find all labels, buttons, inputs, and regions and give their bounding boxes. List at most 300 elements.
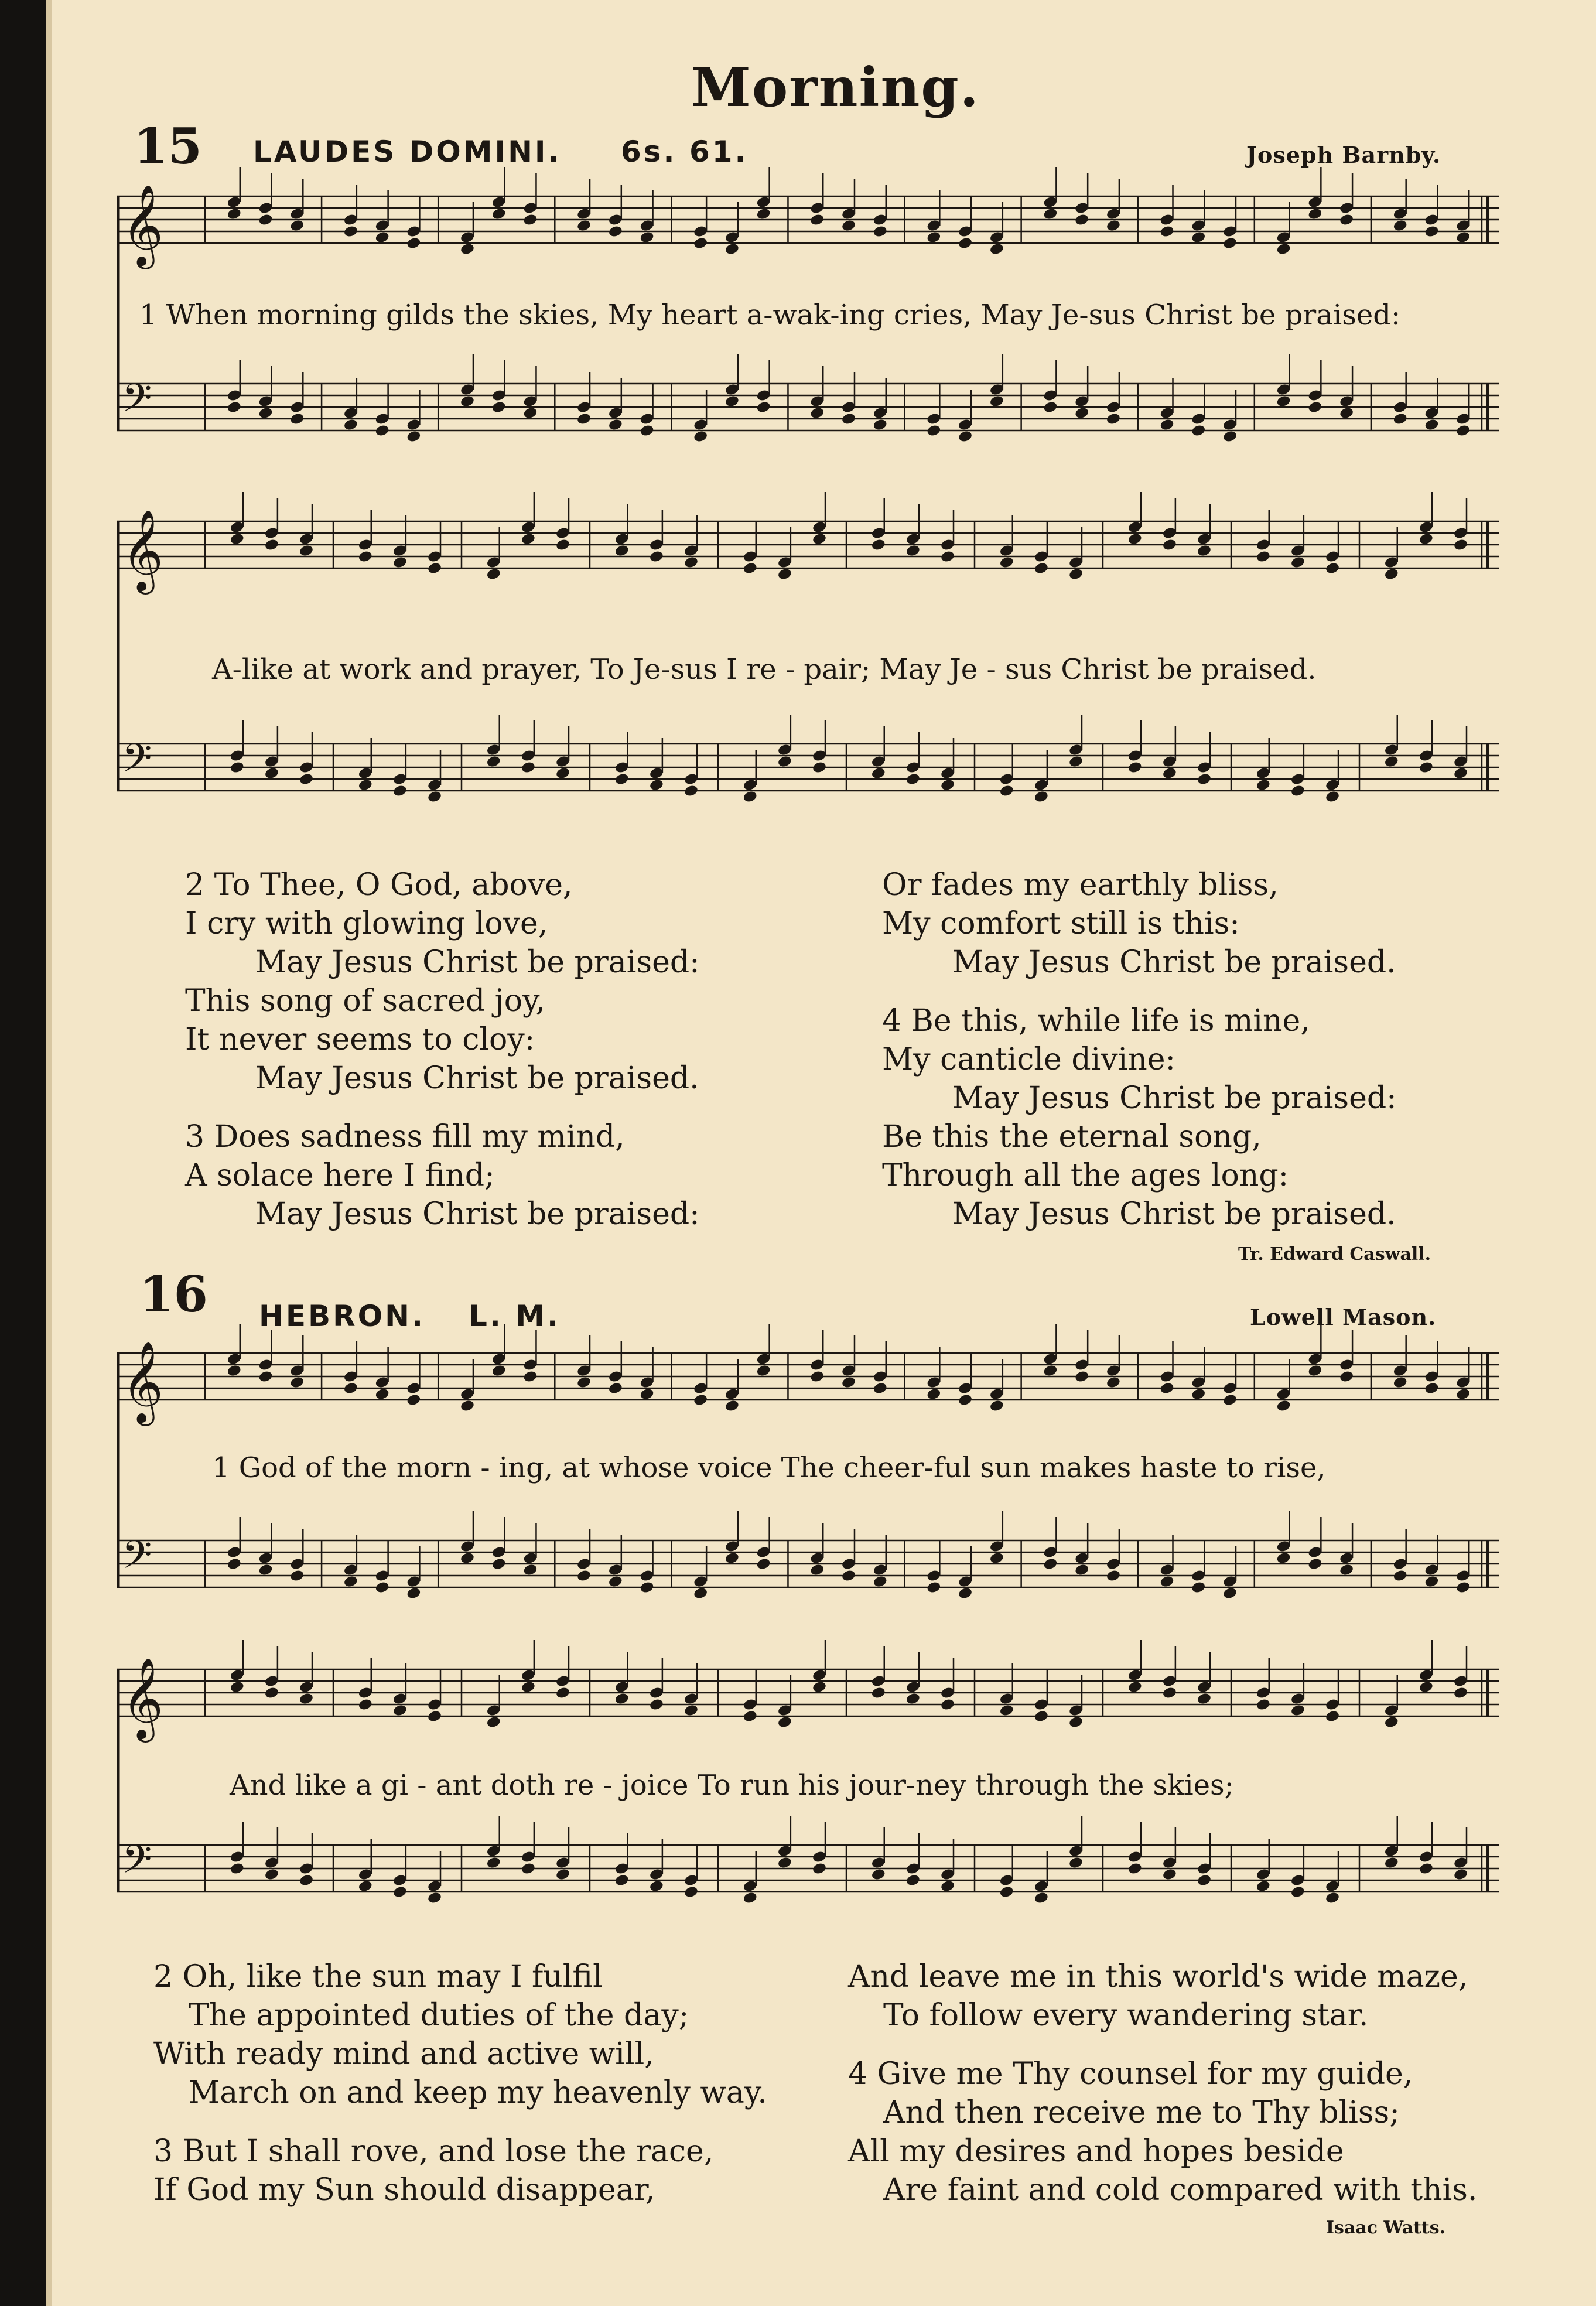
note-head (1162, 1686, 1177, 1700)
note-head (1424, 418, 1439, 432)
note-head (576, 1376, 592, 1389)
tune-meter: L. M. (469, 1299, 561, 1333)
note-head (343, 225, 358, 238)
verse-block-left (185, 866, 700, 1234)
note-head (926, 424, 941, 438)
verse-line: It never seems to cloy: (185, 1022, 535, 1057)
verse-line: 2 To Thee, O God, above, (185, 867, 573, 903)
tune-name: HEBRON. (259, 1299, 425, 1333)
tune-name: LAUDES DOMINI. (253, 135, 562, 169)
note-head (343, 418, 358, 432)
composer: Lowell Mason. (1250, 1304, 1437, 1330)
verse-line: 3 But I shall rove, and lose the race, (153, 2134, 714, 2169)
note-head (1384, 568, 1399, 581)
note-head (989, 395, 1004, 408)
verse-line: May Jesus Christ be praised: (255, 945, 700, 980)
note-head (683, 1885, 699, 1899)
note-head (683, 1704, 699, 1717)
note-head (989, 1399, 1004, 1413)
note-head (1453, 1686, 1468, 1700)
note-head (555, 1686, 570, 1700)
note-head (230, 1680, 245, 1694)
page-edge (46, 0, 52, 2306)
verse-line: And then receive me to Thy bliss; (883, 2095, 1400, 2130)
note-head (227, 1557, 242, 1571)
note-head (693, 1587, 708, 1600)
note-head (1256, 1880, 1271, 1893)
note-head (1393, 412, 1408, 426)
note-head (1307, 207, 1322, 221)
note-head (841, 412, 856, 426)
note-head (343, 1575, 358, 1588)
note-head (521, 1862, 536, 1875)
verse-line: To follow every wandering star. (883, 1998, 1369, 2033)
verse-line: The appointed duties of the day; (189, 1998, 689, 2033)
note-head (289, 412, 305, 426)
note-head (841, 1376, 856, 1389)
note-head (724, 395, 740, 408)
note-head (1043, 1364, 1058, 1378)
note-head (1191, 1388, 1206, 1401)
verse-line: May Jesus Christ be praised. (255, 1061, 699, 1096)
note-head (724, 242, 740, 256)
hymn-number: 15 (134, 117, 202, 175)
note-head (1191, 1581, 1206, 1594)
note-head (1424, 1382, 1439, 1395)
composer: Joseph Barnby. (1246, 142, 1441, 168)
note-head (427, 1710, 442, 1723)
note-head (1197, 1692, 1212, 1706)
note-head (460, 395, 475, 408)
note-head (375, 1581, 390, 1594)
note-head (989, 1552, 1004, 1565)
note-head (264, 1686, 279, 1700)
note-head (1384, 755, 1399, 768)
note-head (258, 1563, 273, 1577)
author-credit: Isaac Watts. (1326, 2218, 1446, 2238)
bass-clef-icon: 𝄢 (122, 1532, 152, 1587)
note-head (289, 1376, 305, 1389)
note-head (1339, 1563, 1354, 1577)
note-head (1290, 1704, 1305, 1717)
note-head (343, 1382, 358, 1395)
verse-line: Through all the ages long: (882, 1158, 1289, 1193)
lyric-line-1: 1 God of the morn - ing, at whose voice The cheer-ful sun makes haste to rise, (212, 1451, 1326, 1484)
note-head (905, 1692, 921, 1706)
note-head (1159, 225, 1174, 238)
note-head (460, 1399, 475, 1413)
note-head (1127, 1680, 1143, 1694)
note-head (1106, 412, 1121, 426)
note-head (940, 1880, 955, 1893)
note-head (375, 231, 390, 244)
note-head (486, 568, 501, 581)
verse-line: 4 Be this, while life is mine, (882, 1003, 1310, 1038)
note-head (999, 556, 1014, 569)
verse-line: May Jesus Christ be praised. (952, 1197, 1396, 1232)
note-head (958, 1587, 973, 1600)
note-head (926, 1581, 941, 1594)
note-head (809, 213, 825, 227)
note-head (1419, 1862, 1434, 1875)
note-head (608, 1575, 623, 1588)
note-head (1419, 761, 1434, 774)
verse-line: I cry with glowing love, (185, 906, 548, 941)
note-head (873, 1382, 888, 1395)
verse-line: All my desires and hopes beside (848, 2134, 1344, 2169)
note-head (1307, 1364, 1322, 1378)
note-head (264, 1868, 279, 1881)
note-head (486, 1856, 501, 1870)
note-head (1222, 237, 1238, 250)
lyric-line-2: And like a gi - ant doth re - joice To run his jour-ney through the skies; (230, 1769, 1234, 1802)
note-head (1424, 1575, 1439, 1588)
note-head (427, 1891, 442, 1905)
note-head (230, 532, 245, 546)
note-head (1043, 401, 1058, 414)
note-head (1106, 219, 1121, 233)
note-head (555, 767, 570, 780)
note-head (1074, 406, 1089, 420)
note-head (999, 784, 1014, 798)
page-title: Morning. (691, 56, 980, 119)
verse-line: 2 Oh, like the sun may I fulfil (153, 1959, 603, 1994)
note-head (358, 1880, 373, 1893)
note-head (1384, 1856, 1399, 1870)
note-head (1197, 544, 1212, 558)
note-head (375, 1388, 390, 1401)
note-head (555, 1868, 570, 1881)
note-head (491, 1557, 507, 1571)
note-head (812, 1680, 827, 1694)
note-head (1159, 1575, 1174, 1588)
note-head (460, 1552, 475, 1565)
note-head (486, 755, 501, 768)
note-head (358, 550, 373, 563)
note-head (940, 778, 955, 792)
verse-line: If God my Sun should disappear, (153, 2172, 655, 2208)
verse-line: May Jesus Christ be praised: (952, 1081, 1397, 1116)
note-head (926, 1388, 941, 1401)
note-head (1068, 568, 1084, 581)
note-head (1339, 406, 1354, 420)
note-head (926, 231, 941, 244)
note-head (614, 1692, 630, 1706)
note-head (841, 1569, 856, 1583)
bass-clef-icon: 𝄢 (122, 736, 152, 790)
verse-line: Are faint and cold compared with this. (883, 2172, 1478, 2208)
note-head (1393, 1376, 1408, 1389)
note-head (1424, 225, 1439, 238)
note-head (1290, 556, 1305, 569)
note-head (392, 784, 408, 798)
note-head (1106, 1569, 1121, 1583)
note-head (756, 1364, 771, 1378)
note-head (1325, 1710, 1340, 1723)
note-head (614, 773, 630, 786)
note-head (227, 1364, 242, 1378)
note-head (1256, 1698, 1271, 1711)
note-head (1455, 1388, 1471, 1401)
note-head (427, 790, 442, 804)
note-head (1191, 231, 1206, 244)
translator-credit: Tr. Edward Caswall. (1238, 1244, 1431, 1265)
verse-line: With ready mind and active will, (153, 2037, 654, 2072)
note-head (905, 773, 921, 786)
note-head (1325, 1891, 1340, 1905)
verse-block-right (848, 1957, 1477, 2209)
note-head (743, 1710, 758, 1723)
note-head (756, 207, 771, 221)
verse-line: March on and keep my heavenly way. (189, 2075, 767, 2110)
note-head (258, 1370, 273, 1383)
note-head (299, 544, 314, 558)
note-head (724, 1552, 740, 1565)
note-head (264, 538, 279, 552)
note-head (1393, 1569, 1408, 1583)
verse-line: May Jesus Christ be praised. (952, 945, 1396, 980)
note-head (522, 406, 538, 420)
note-head (1191, 424, 1206, 438)
note-head (639, 231, 654, 244)
note-head (521, 761, 536, 774)
note-head (683, 784, 699, 798)
note-head (491, 1364, 507, 1378)
bass-clef-icon: 𝄢 (122, 1837, 152, 1891)
verse-line: This song of sacred joy, (185, 983, 546, 1019)
note-head (1127, 761, 1143, 774)
note-head (608, 225, 623, 238)
note-head (812, 1862, 827, 1875)
note-head (227, 207, 242, 221)
note-head (958, 430, 973, 443)
note-head (491, 401, 507, 414)
note-head (809, 1370, 825, 1383)
note-head (639, 424, 654, 438)
note-head (375, 424, 390, 438)
note-head (809, 1563, 825, 1577)
note-head (1197, 1874, 1212, 1887)
note-head (989, 242, 1004, 256)
note-head (1276, 1399, 1291, 1413)
note-head (406, 237, 421, 250)
note-head (1034, 562, 1049, 575)
note-head (522, 1563, 538, 1577)
note-head (486, 1716, 501, 1729)
note-head (299, 773, 314, 786)
note-head (871, 1686, 886, 1700)
treble-clef-icon: 𝄞 (122, 185, 163, 266)
note-head (756, 1557, 771, 1571)
note-head (756, 401, 771, 414)
note-head (576, 219, 592, 233)
note-head (1276, 1552, 1291, 1565)
verse-line: 3 Does sadness fill my mind, (185, 1119, 625, 1154)
note-head (1419, 1680, 1434, 1694)
note-head (743, 1891, 758, 1905)
note-head (693, 430, 708, 443)
note-head (1393, 219, 1408, 233)
note-head (427, 562, 442, 575)
note-head (1290, 784, 1305, 798)
note-head (1159, 1382, 1174, 1395)
note-head (1455, 1581, 1471, 1594)
lyric-line-2: A-like at work and prayer, To Je-sus I re - pair; May Je - sus Christ be praised. (212, 653, 1317, 686)
note-head (258, 213, 273, 227)
note-head (1222, 1587, 1238, 1600)
note-head (1307, 1557, 1322, 1571)
note-head (1276, 395, 1291, 408)
note-head (777, 755, 792, 768)
note-head (809, 406, 825, 420)
note-head (1159, 418, 1174, 432)
note-head (521, 1680, 536, 1694)
note-head (576, 412, 592, 426)
note-head (743, 562, 758, 575)
note-head (1276, 242, 1291, 256)
verse-line: My canticle divine: (882, 1042, 1176, 1077)
verse-line: May Jesus Christ be praised: (255, 1197, 700, 1232)
note-head (871, 767, 886, 780)
note-head (1453, 1868, 1468, 1881)
note-head (1106, 1376, 1121, 1389)
note-head (1256, 550, 1271, 563)
note-head (1162, 767, 1177, 780)
note-head (406, 1587, 421, 1600)
note-head (724, 1399, 740, 1413)
hymn-number: 16 (139, 1265, 208, 1323)
note-head (639, 1581, 654, 1594)
note-head (1256, 778, 1271, 792)
note-head (958, 237, 973, 250)
note-head (683, 556, 699, 569)
note-head (1074, 213, 1089, 227)
verse-line: 4 Give me Thy counsel for my guide, (848, 2056, 1413, 2092)
note-head (743, 790, 758, 804)
note-head (1453, 767, 1468, 780)
note-head (812, 532, 827, 546)
note-head (521, 532, 536, 546)
note-head (905, 1874, 921, 1887)
note-head (873, 418, 888, 432)
note-head (406, 430, 421, 443)
note-head (1068, 1716, 1084, 1729)
note-head (693, 1393, 708, 1407)
note-head (392, 1704, 408, 1717)
note-head (1043, 1557, 1058, 1571)
note-head (1455, 424, 1471, 438)
note-head (358, 1698, 373, 1711)
note-head (608, 418, 623, 432)
note-head (576, 1569, 592, 1583)
note-head (1325, 562, 1340, 575)
treble-clef-icon: 𝄞 (122, 1658, 163, 1739)
note-head (1034, 1710, 1049, 1723)
note-head (958, 1393, 973, 1407)
note-head (230, 1862, 245, 1875)
note-head (873, 225, 888, 238)
note-head (299, 1874, 314, 1887)
verse-line: Be this the eternal song, (882, 1119, 1262, 1154)
note-head (1384, 1716, 1399, 1729)
note-head (289, 219, 305, 233)
note-head (230, 761, 245, 774)
verse-block-left (153, 1957, 767, 2209)
note-head (1455, 231, 1471, 244)
note-head (1074, 1563, 1089, 1577)
note-head (999, 1885, 1014, 1899)
book-spine (0, 0, 46, 2306)
note-head (1290, 1885, 1305, 1899)
note-head (1034, 790, 1049, 804)
note-head (777, 568, 792, 581)
note-head (649, 1698, 664, 1711)
note-head (1162, 1868, 1177, 1881)
note-head (258, 406, 273, 420)
note-head (1197, 773, 1212, 786)
note-head (392, 556, 408, 569)
note-head (1453, 538, 1468, 552)
treble-clef-icon: 𝄞 (122, 510, 163, 591)
note-head (649, 550, 664, 563)
verse-line: Or fades my earthly bliss, (882, 867, 1279, 903)
note-head (1222, 430, 1238, 443)
note-head (522, 1370, 538, 1383)
note-head (555, 538, 570, 552)
note-head (1127, 532, 1143, 546)
note-head (649, 1880, 664, 1893)
note-head (406, 1393, 421, 1407)
bass-clef-icon: 𝄢 (122, 375, 152, 430)
note-head (905, 544, 921, 558)
note-head (1043, 207, 1058, 221)
note-head (693, 237, 708, 250)
note-head (1034, 1891, 1049, 1905)
note-head (264, 767, 279, 780)
note-head (358, 778, 373, 792)
note-head (1419, 532, 1434, 546)
note-head (940, 550, 955, 563)
note-head (1162, 538, 1177, 552)
note-head (227, 401, 242, 414)
note-head (299, 1692, 314, 1706)
note-head (1307, 401, 1322, 414)
note-head (1074, 1370, 1089, 1383)
verse-line: My comfort still is this: (882, 906, 1240, 941)
note-head (871, 538, 886, 552)
note-head (1339, 1370, 1354, 1383)
tune-meter: 6s. 61. (621, 135, 749, 169)
note-head (871, 1868, 886, 1881)
note-head (940, 1698, 955, 1711)
note-head (639, 1388, 654, 1401)
note-head (999, 1704, 1014, 1717)
verse-line: A solace here I find; (185, 1158, 495, 1193)
note-head (614, 1874, 630, 1887)
note-head (1127, 1862, 1143, 1875)
note-head (392, 1885, 408, 1899)
note-head (522, 213, 538, 227)
treble-clef-icon: 𝄞 (122, 1341, 163, 1423)
note-head (1339, 213, 1354, 227)
note-head (1068, 1856, 1084, 1870)
note-head (1325, 790, 1340, 804)
note-head (873, 1575, 888, 1588)
note-head (841, 219, 856, 233)
note-head (608, 1382, 623, 1395)
verse-line: And leave me in this world's wide maze, (848, 1959, 1468, 1994)
note-head (777, 1716, 792, 1729)
